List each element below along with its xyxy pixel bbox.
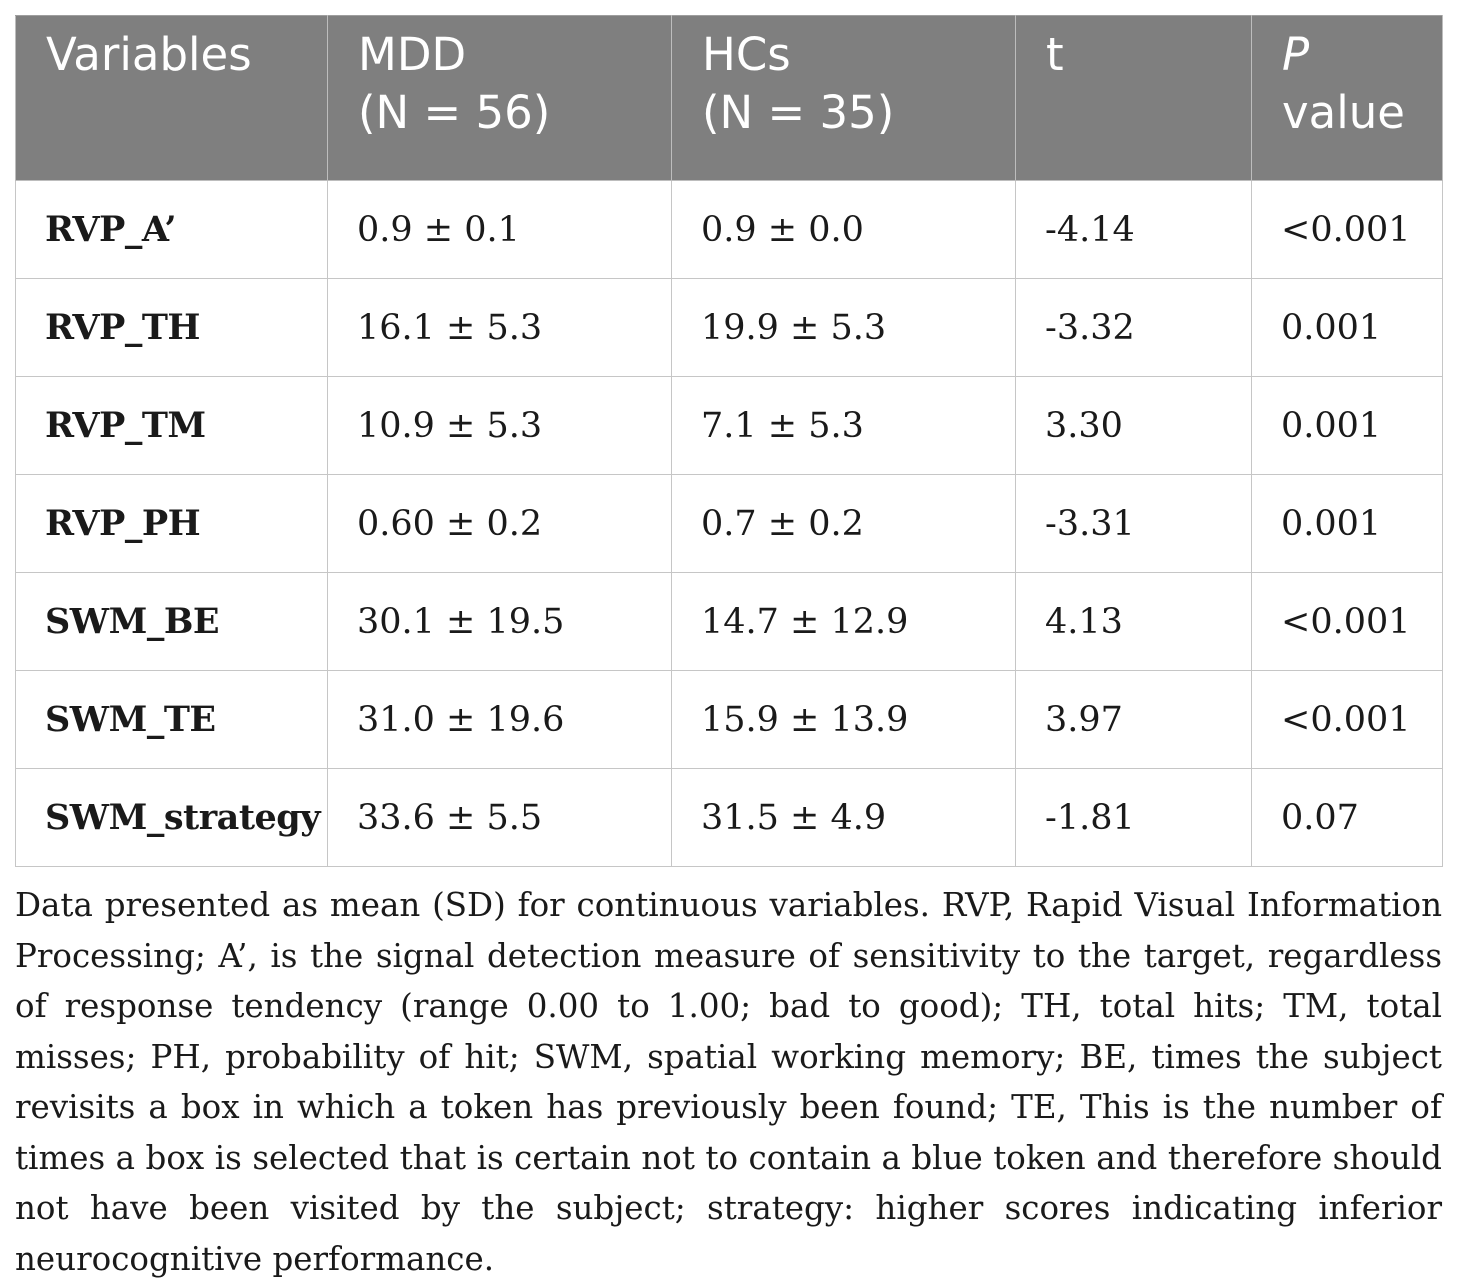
table-row (16, 181, 1443, 279)
header-t-line-1: t (1046, 28, 1064, 81)
table-footnote: Data presented as mean (SD) for continuous variables. RVP, Rapid Visual Information Processing; A’, is the signal detection measure of sensitivity to the target, regardless of response tendency (range 0.00 to 1.00; bad to good); TH, total hits; TM, total misses; PH, probability of hit; SWM, spatial working memory; BE, times the subject revisits a box in which a token has previously been found; TE, This is the number of times a box is selected that is certain not to contain a blue token and therefore should not have been visited by the subject; strategy: higher scores indicating inferior neurocognitive performance. (15, 886, 1442, 1278)
cell-t: -3.31 (1016, 475, 1252, 573)
cell-variable: SWM_TE (16, 671, 328, 769)
cell-p: 0.001 (1252, 475, 1443, 573)
cell-variable: SWM_BE (16, 573, 328, 671)
cell-p: <0.001 (1252, 573, 1443, 671)
cell-mdd: 30.1 ± 19.5 (328, 573, 672, 671)
cell-hcs: 0.7 ± 0.2 (672, 475, 1016, 573)
table-body (16, 181, 1443, 867)
table-row (16, 769, 1443, 867)
cell-variable: RVP_A’ (16, 181, 328, 279)
cell-hcs: 31.5 ± 4.9 (672, 769, 1016, 867)
header-p-value-line-2: value (1282, 86, 1405, 139)
header-p-value (1252, 16, 1443, 181)
cell-t: 3.97 (1016, 671, 1252, 769)
header-mdd-line-1: MDD (358, 28, 467, 81)
cell-p: 0.07 (1252, 769, 1443, 867)
results-table (15, 15, 1443, 867)
cell-t: -1.81 (1016, 769, 1252, 867)
results-table-container (15, 15, 1442, 867)
cell-hcs: 15.9 ± 13.9 (672, 671, 1016, 769)
cell-variable: RVP_PH (16, 475, 328, 573)
cell-p: 0.001 (1252, 377, 1443, 475)
table-row (16, 377, 1443, 475)
cell-mdd: 0.60 ± 0.2 (328, 475, 672, 573)
cell-hcs: 19.9 ± 5.3 (672, 279, 1016, 377)
cell-variable: SWM_strategy (16, 769, 328, 867)
table-row (16, 671, 1443, 769)
header-mdd (328, 16, 672, 181)
cell-hcs: 14.7 ± 12.9 (672, 573, 1016, 671)
header-p-value-line-1: P (1282, 28, 1310, 81)
header-mdd-line-2: (N = 56) (358, 86, 551, 139)
cell-p: <0.001 (1252, 671, 1443, 769)
cell-hcs: 7.1 ± 5.3 (672, 377, 1016, 475)
cell-t: 4.13 (1016, 573, 1252, 671)
cell-mdd: 0.9 ± 0.1 (328, 181, 672, 279)
cell-p: 0.001 (1252, 279, 1443, 377)
cell-mdd: 10.9 ± 5.3 (328, 377, 672, 475)
cell-t: -4.14 (1016, 181, 1252, 279)
cell-hcs: 0.9 ± 0.0 (672, 181, 1016, 279)
table-row (16, 279, 1443, 377)
cell-mdd: 31.0 ± 19.6 (328, 671, 672, 769)
table-header (16, 16, 1443, 181)
table-row (16, 573, 1443, 671)
header-hcs-line-1: HCs (702, 28, 791, 81)
cell-p: <0.001 (1252, 181, 1443, 279)
header-hcs-line-2: (N = 35) (702, 86, 895, 139)
cell-variable: RVP_TM (16, 377, 328, 475)
header-t (1016, 16, 1252, 181)
cell-t: 3.30 (1016, 377, 1252, 475)
header-variables (16, 16, 328, 181)
table-row (16, 475, 1443, 573)
header-hcs (672, 16, 1016, 181)
cell-mdd: 16.1 ± 5.3 (328, 279, 672, 377)
cell-variable: RVP_TH (16, 279, 328, 377)
cell-t: -3.32 (1016, 279, 1252, 377)
cell-mdd: 33.6 ± 5.5 (328, 769, 672, 867)
header-variables-line-1: Variables (46, 28, 252, 81)
header-row (16, 16, 1443, 181)
